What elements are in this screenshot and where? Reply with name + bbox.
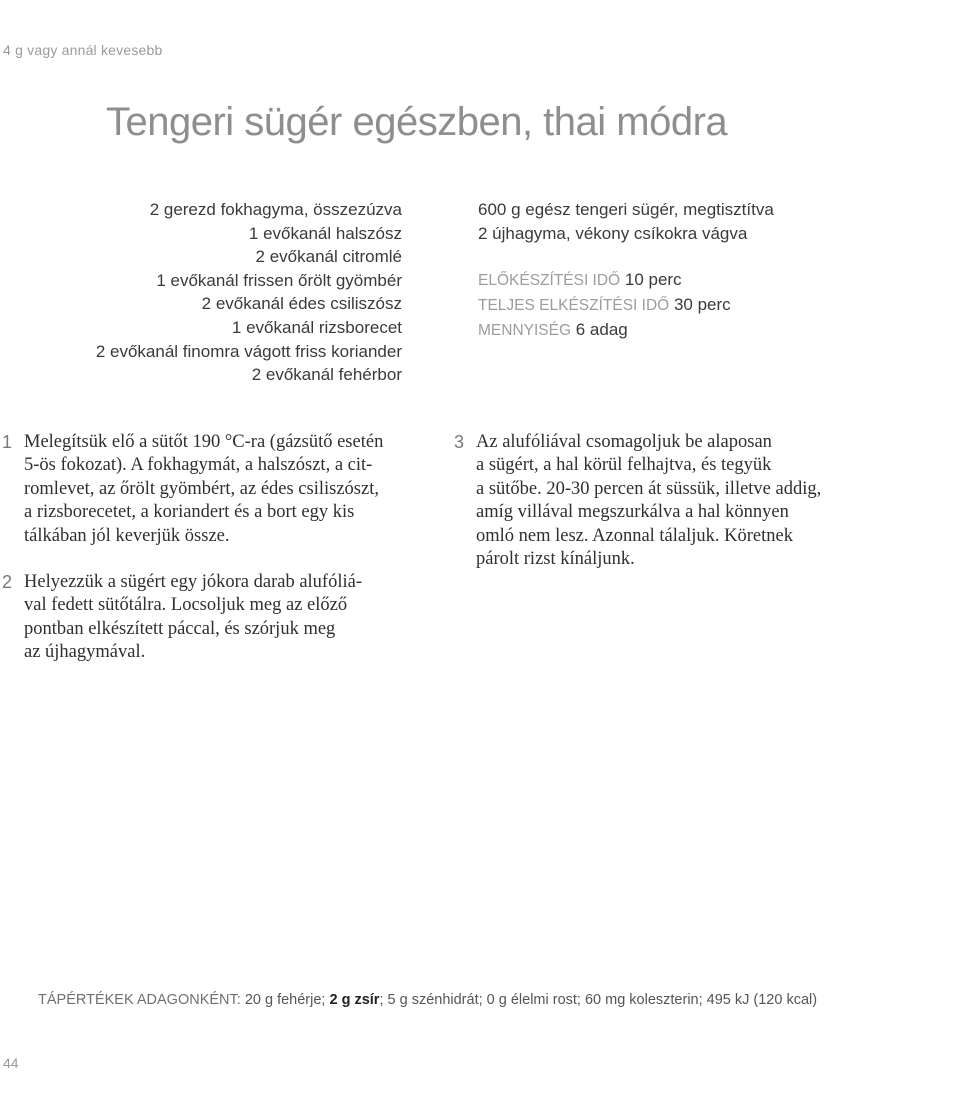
step-number: 3 [454, 432, 465, 452]
step-2 [2, 571, 362, 665]
ingredient-item: 2 evőkanál citromlé [255, 247, 402, 267]
step-text-line: a sütőbe. 20-30 percen át süssük, illetve addig, [476, 478, 822, 499]
page-number: 44 [3, 1055, 19, 1071]
ingredient-item: 600 g egész tengeri sügér, megtisztítva [478, 200, 774, 219]
nutrition-rest: ; 5 g szénhidrát; 0 g élelmi rost; 60 mg koleszterin; 495 kJ (120 kcal) [379, 992, 818, 1008]
ingredient-item: 2 evőkanál fehérbor [251, 365, 402, 385]
step-text-line: pontban elkészített páccal, és szórjuk meg [24, 618, 336, 639]
step-text-line: a rizsborecetet, a koriandert és a bort egy kis [24, 502, 355, 523]
step-text-line: omló nem lesz. Azonnal tálaljuk. Köretnek [476, 525, 793, 546]
yield-row [478, 318, 731, 343]
step-1 [2, 431, 384, 548]
nutrition-protein: 20 g fehérje; [244, 992, 326, 1008]
recipe-meta [478, 268, 731, 343]
yield-value: 6 adag [575, 320, 628, 339]
total-time-value: 30 perc [673, 295, 731, 314]
step-text-line: párolt rizst kínáljunk. [476, 549, 635, 570]
ingredient-item: 1 evőkanál halszósz [248, 223, 402, 243]
nutrition-info [38, 992, 817, 1008]
prep-time-label: ELŐKÉSZÍTÉSI IDŐ [478, 272, 621, 289]
step-number: 2 [2, 572, 13, 592]
step-text-line: val fedett sütőtálra. Locsoljuk meg az előző [24, 595, 348, 616]
yield-label: MENNYISÉG [478, 322, 572, 339]
step-text-line: Melegítsük elő a sütőt 190 °C-ra (gázsütő esetén [24, 432, 384, 452]
ingredients-list-left [96, 198, 402, 387]
step-text-line: romlevet, az őrölt gyömbért, az édes csiliszószt, [24, 478, 379, 499]
ingredient-item: 2 evőkanál finomra vágott friss koriander [95, 341, 402, 361]
total-time-row [478, 293, 731, 318]
step-text-line: tálkában jól keverjük össze. [24, 525, 230, 546]
step-3 [454, 431, 822, 571]
nutrition-fat: 2 g zsír [329, 992, 380, 1008]
total-time-label: TELJES ELKÉSZÍTÉSI IDŐ [478, 297, 670, 314]
prep-time-row [478, 268, 731, 293]
ingredient-item: 2 gerezd fokhagyma, összezúzva [149, 200, 402, 219]
ingredient-item: 1 evőkanál rizsborecet [231, 317, 402, 337]
prep-time-value: 10 perc [624, 270, 682, 289]
step-text-line: Helyezzük a sügért egy jókora darab alufóliá- [24, 572, 362, 592]
step-text-line: a sügért, a hal körül felhajtva, és tegyük [476, 455, 772, 476]
ingredient-item: 2 újhagyma, vékony csíkokra vágva [478, 223, 748, 243]
step-text-line: Az alufóliával csomagoljuk be alaposan [476, 432, 772, 452]
ingredient-item: 2 evőkanál édes csiliszósz [201, 294, 402, 314]
step-number: 1 [2, 432, 13, 452]
step-text-line: az újhagymával. [24, 642, 146, 663]
step-text-line: amíg villával megszurkálva a hal könnyen [476, 502, 789, 523]
nutrition-label: TÁPÉRTÉKEK ADAGONKÉNT: [38, 992, 241, 1008]
header-note: 4 g vagy annál kevesebb [3, 42, 163, 58]
step-text-line: 5-ös fokozat). A fokhagymát, a halszószt, a cit- [24, 455, 373, 476]
ingredients-list-right [478, 198, 774, 245]
page-title: Tengeri sügér egészben, thai módra [106, 100, 728, 144]
ingredient-item: 1 evőkanál frissen őrölt gyömbér [156, 270, 402, 290]
